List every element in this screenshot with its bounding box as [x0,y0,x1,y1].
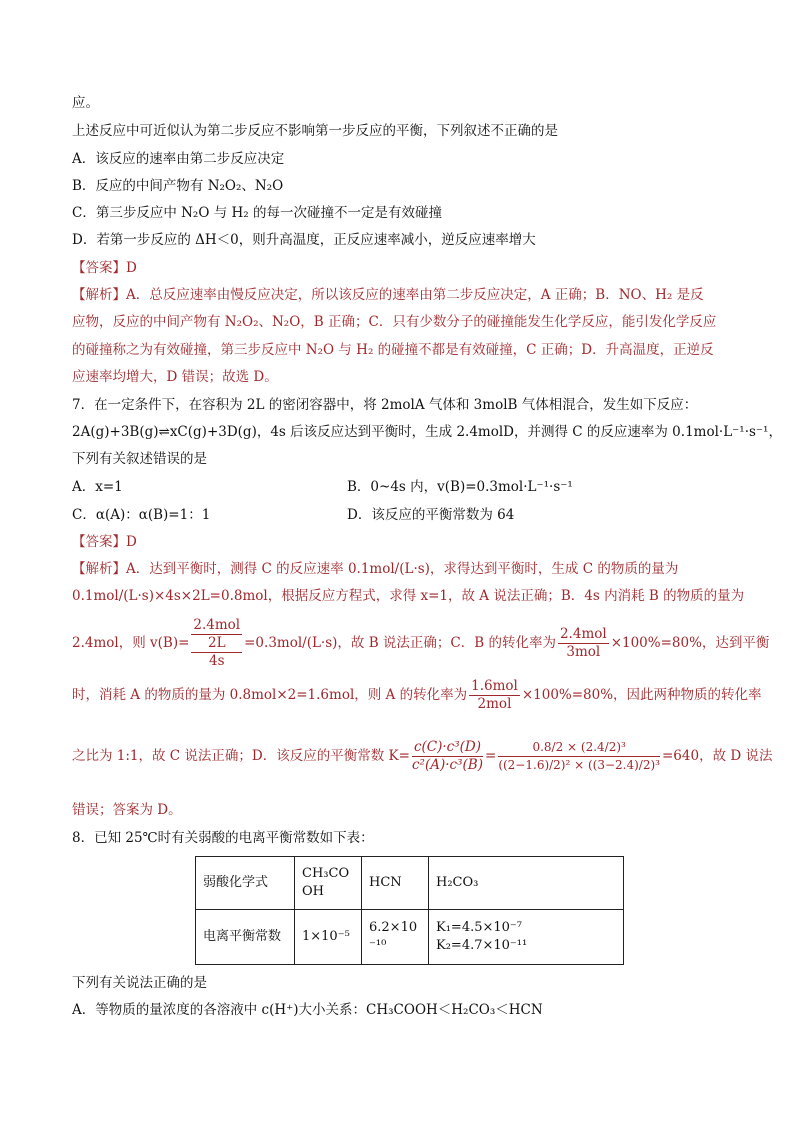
question-8-prompt: 下列有关说法正确的是 [72,975,207,991]
text-segment: ×100%=80%，达到平衡 [610,635,770,651]
text-segment: =640，故 D 说法 [661,748,773,764]
option-c: C．α(A)：α(B)=1：1 [72,507,211,523]
reaction-equation: 2A(g)+3B(g)⇌xC(g)+3D(g)，4s 后该反应达到平衡时，生成 2.4molD，并测得 C 的反应速率为 0.1mol·L⁻¹·s⁻¹， [72,424,782,440]
velocity-b-fraction [191,617,242,670]
option-b: B．反应的中间产物有 N₂O₂、N₂O [72,178,284,194]
explanation-line-equilibrium: 之比为 1:1，故 C 说法正确；D．该反应的平衡常数 K= $\frac{\text{c(C)·c³(D)}}{\text{c²(A)·c³(B)}}$ = $\frac{\text{0.8/2 × (2.4/2)³}}{\text{((2−1.6)/2)² × ((3−2.4)/2)³}}$ =640，故 D 说法 [72,739,773,773]
explanation-line-fractions [72,675,762,715]
explanation-line: 0.1mol/(L·s)×4s×2L=0.8mol，根据反应方程式，求得 x=1，故 A 说法正确；B．4s 内消耗 B 的物质的量为 [72,588,745,604]
text-segment: 时，消耗 A 的物质的量为 0.8mol×2=1.6mol，则 A 的转化率为 [72,687,468,703]
fraction-numerator: 2L [191,635,242,653]
option-c: C．第三步反应中 N₂O 与 H₂ 的每一次碰撞不一定是有效碰撞 [72,205,442,221]
question-7-stem: 7．在一定条件下，在容积为 2L 的密闭容器中，将 2molA 气体和 3molB 气体相混合，发生如下反应： [72,397,698,413]
question-8-stem: 8．已知 25℃时有关弱酸的电离平衡常数如下表： [72,830,374,846]
text-segment: 之比为 1:1，故 C 说法正确；D．该反应的平衡常数 K= [72,748,410,764]
fraction-numerator: 2.4mol [559,626,607,642]
answer-label: 【答案】D [72,534,137,550]
option-a: A．等物质的量浓度的各溶液中 c(H⁺)大小关系：CH₃COOH＜H₂CO₃＜HCN [72,1002,543,1018]
question-stem: 上述反应中可近似认为第二步反应不影响第一步反应的平衡，下列叙述不正确的是 [72,123,558,139]
conversion-b-fraction [558,626,609,661]
option-b: B．0~4s 内，v(B)=0.3mol·L⁻¹·s⁻¹ [347,479,573,495]
fraction-denominator: 2mol [477,696,512,712]
fraction-numerator: 0.8/2 × (2.4/2)³ [498,739,660,757]
option-a: A．x=1 [72,479,123,495]
k2-value: K₂=4.7×10⁻¹¹ [436,938,528,953]
explanation-line-fractions [72,616,769,670]
explanation-line: 应物，反应的中间产物有 N₂O₂、N₂O，B 正确；C．只有少数分子的碰撞能发生化学反应，能引发化学反应 [72,314,717,330]
fraction-numerator: c(C)·c³(D) [413,739,481,755]
inner-fraction [191,635,242,670]
ionization-constant-table [195,856,624,965]
explanation-line: 的碰撞称之为有效碰撞，第三步反应中 N₂O 与 H₂ 的碰撞不都是有效碰撞，C 正确；D．升高温度，正逆反 [72,342,714,358]
option-a: A．该反应的速率由第二步反应决定 [72,151,285,167]
option-d: D．若第一步反应的 ΔH＜0，则升高温度，正反应速率减小，逆反应速率增大 [72,232,536,248]
table-row [196,857,624,910]
answer-label: 【答案】D [72,260,137,276]
option-d: D．该反应的平衡常数为 64 [347,507,515,523]
text-line: 应。 [72,95,99,111]
text-segment: =0.3mol/(L·s)，故 B 说法正确；C．B 的转化率为 [244,635,556,651]
text-segment: 2.4mol，则 v(B)= [72,635,190,651]
table-row [196,910,624,965]
question-7-prompt: 下列有关叙述错误的是 [72,451,207,467]
k1-value: K₁=4.5×10⁻⁷ [436,920,522,935]
explanation-line: 【解析】A．达到平衡时，测得 C 的反应速率 0.1mol/(L·s)，求得达到平衡时，生成 C 的物质的量为 [72,561,679,577]
k-value-fraction [498,739,660,774]
conversion-a-fraction [469,678,520,713]
fraction-denominator: 4s [209,653,225,669]
fraction-denominator: c²(A)·c³(B) [411,757,483,773]
table-cell: 6.2×10⁻¹⁰ [362,910,429,965]
explanation-line: 错误；答案为 D。 [72,802,182,818]
explanation-line: 应速率均增大，D 错误；故选 D。 [72,369,278,385]
fraction-numerator: 1.6mol [471,678,518,694]
table-header-cell: HCN [362,857,429,910]
fraction-denominator: 3mol [566,644,601,660]
table-cell: 1×10⁻⁵ [295,910,362,965]
table-header-cell: CH₃COOH [295,857,362,910]
table-header-cell: H₂CO₃ [429,857,624,910]
k-symbolic-fraction [412,739,483,774]
fraction-denominator: ((2−1.6)/2)² × ((3−2.4)/2)³ [498,758,660,772]
table-header-cell: 弱酸化学式 [196,857,295,910]
table-row-label: 电离平衡常数 [196,910,295,965]
table-cell [429,910,624,965]
explanation-line: 【解析】A．总反应速率由慢反应决定，所以该反应的速率由第二步反应决定，A 正确；B．NO、H₂ 是反 [72,287,704,303]
fraction-numerator: 2.4mol [193,617,241,633]
text-segment: ×100%=80%，因此两种物质的转化率 [521,687,762,703]
